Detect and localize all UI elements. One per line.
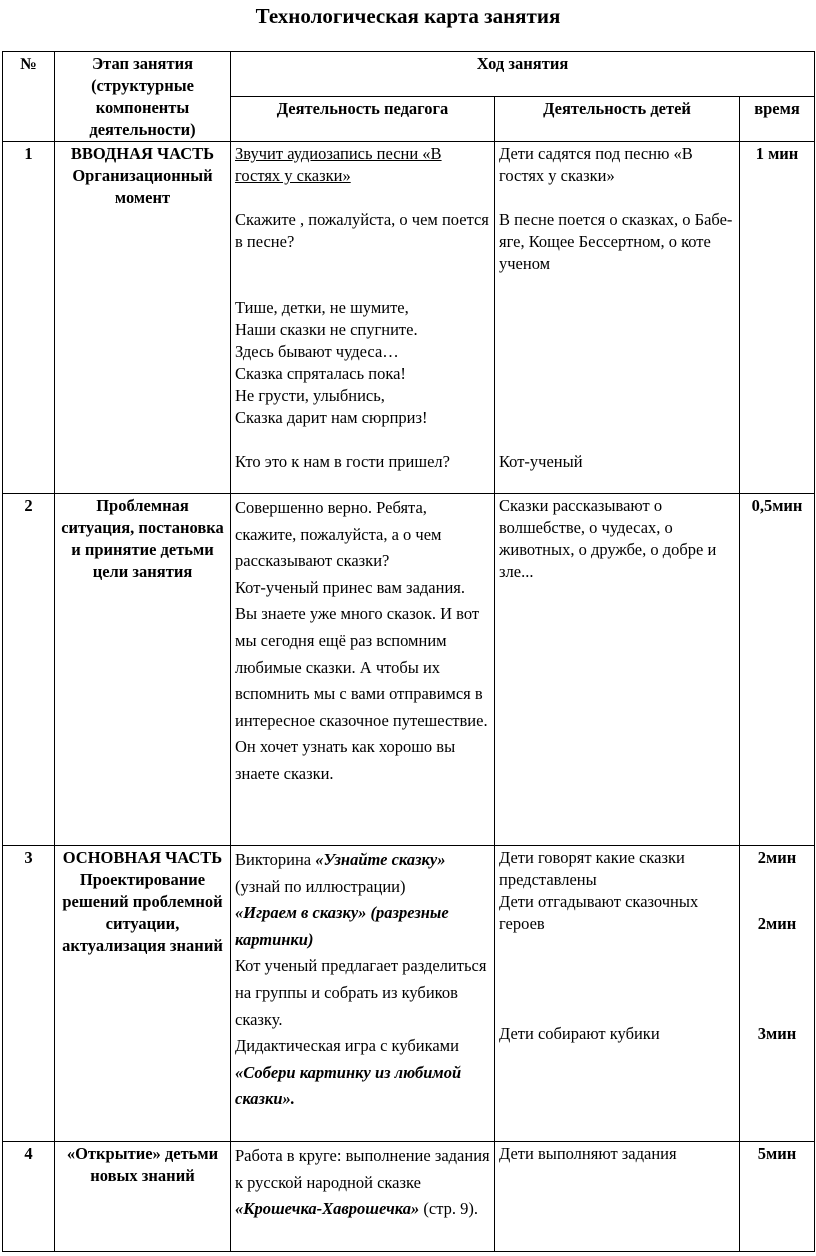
row-number: 1 — [3, 142, 55, 494]
stage-subtitle: Проектирование решений проблемной ситуации, актуализация знаний — [62, 870, 223, 955]
time-cell — [740, 846, 815, 1142]
children-text: Дети говорят какие сказки представлены — [499, 848, 685, 889]
teacher-cell — [231, 142, 495, 494]
table-row — [3, 494, 815, 846]
teacher-cell — [231, 1142, 495, 1252]
time-cell: 5мин — [740, 1142, 815, 1252]
poem-line: Сказка дарит нам сюрприз! — [235, 408, 428, 427]
children-text: Кот-ученый — [499, 452, 583, 471]
poem-line: Тише, детки, не шумите, — [235, 298, 409, 317]
poem-line: Сказка спряталась пока! — [235, 364, 406, 383]
teacher-cell — [231, 846, 495, 1142]
children-text: Дети садятся под песню «В гостях у сказки» — [499, 144, 693, 185]
stage-subtitle: Организационный момент — [72, 166, 213, 207]
teacher-cell — [231, 494, 495, 846]
teacher-text: Он хочет узнать как хорошо вы знаете сказки. — [235, 737, 456, 783]
stage-cell — [55, 142, 231, 494]
stage-title: ОСНОВНАЯ ЧАСТЬ — [62, 848, 223, 867]
time-value: 2мин — [757, 848, 797, 867]
children-text: В песне поется о сказках, о Бабе-яге, Кощее Бессертном, о коте ученом — [499, 210, 733, 273]
time-cell: 1 мин — [740, 142, 815, 494]
teacher-audio: Звучит аудиозапись песни «В гостях у сказки» — [235, 144, 442, 185]
header-row — [3, 52, 815, 97]
children-text: Дети отгадывают сказочных героев — [499, 892, 699, 933]
children-cell — [495, 142, 740, 494]
table-row — [3, 1142, 815, 1252]
teacher-text: Совершенно верно. Ребята, скажите, пожалуйста, а о чем рассказывают сказки? — [235, 498, 442, 571]
stage-title: ВВОДНАЯ ЧАСТЬ — [70, 144, 215, 163]
teacher-question: Скажите , пожалуйста, о чем поется в песне? — [235, 210, 489, 251]
row-number: 3 — [3, 846, 55, 1142]
table-row — [3, 142, 815, 494]
stage-cell: «Открытие» детьми новых знаний — [55, 1142, 231, 1252]
header-num: № — [3, 52, 55, 142]
teacher-text: Кот ученый предлагает разделиться на группы и собрать из кубиков сказку. — [235, 956, 487, 1029]
time-value: 2мин — [757, 914, 797, 933]
time-cell: 0,5мин — [740, 494, 815, 846]
header-course: Ход занятия — [231, 52, 815, 97]
table-row — [3, 846, 815, 1142]
teacher-text: Работа в круге: выполнение задания к русской народной сказке «Крошечка-Хаврошечка» (стр. 9). — [235, 1146, 490, 1219]
children-cell — [495, 1142, 740, 1252]
children-text: Дети выполняют задания — [499, 1144, 677, 1163]
stage-cell: Проблемная ситуация, постановка и принятие детьми цели занятия — [55, 494, 231, 846]
children-text: Сказки рассказывают о волшебстве, о чудесах, о животных, о дружбе, о добре и зле... — [499, 496, 717, 581]
teacher-game: «Играем в сказку» (разрезные картинки) — [235, 903, 449, 949]
teacher-who: Кто это к нам в гости пришел? — [235, 452, 450, 471]
row-number: 2 — [3, 494, 55, 846]
header-stage: Этап занятия (структурные компоненты деятельности) — [55, 52, 231, 142]
header-teacher: Деятельность педагога — [231, 97, 495, 142]
teacher-text: Кот-ученый принес вам задания. Вы знаете уже много сказок. И вот мы сегодня ещё раз вспомним любимые сказки. А чтобы их вспомнить мы с вами отправимся в интересное сказочное путешествие. — [235, 577, 488, 730]
teacher-didactic: Дидактическая игра с кубиками «Собери картинку из любимой сказки». — [235, 1036, 462, 1109]
poem-line: Наши сказки не спугните. — [235, 320, 418, 339]
stage-cell — [55, 846, 231, 1142]
header-time: время — [740, 97, 815, 142]
poem-line: Не грусти, улыбнись, — [235, 386, 385, 405]
children-cell — [495, 846, 740, 1142]
row-number: 4 — [3, 1142, 55, 1252]
poem-line: Здесь бывают чудеса… — [235, 342, 399, 361]
teacher-quiz: Викторина «Узнайте сказку» (узнай по иллюстрации) — [235, 850, 446, 896]
tech-map-table — [2, 51, 815, 1252]
time-value: 3мин — [757, 1024, 797, 1043]
page-title: Технологическая карта занятия — [255, 4, 561, 28]
children-text: Дети собирают кубики — [499, 1024, 660, 1043]
children-cell — [495, 494, 740, 846]
header-children: Деятельность детей — [495, 97, 740, 142]
